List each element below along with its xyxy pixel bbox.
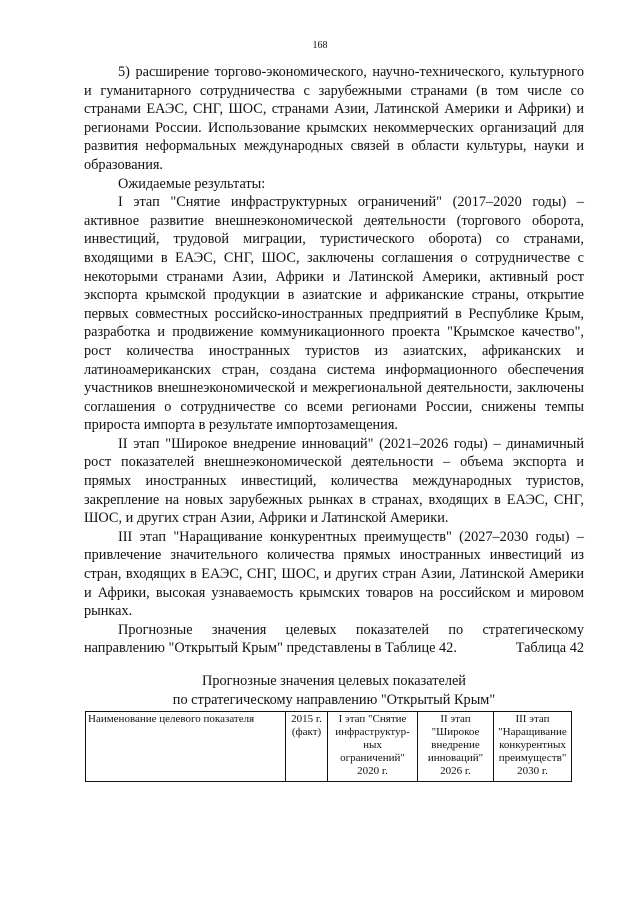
header-stage-1-2020: I этап "Снятие инфраструктур-ных ограничений" 2020 г. — [328, 712, 418, 782]
paragraph-expected-results: Ожидаемые результаты: — [118, 175, 266, 192]
header-indicator-name: Наименование целевого показателя — [86, 712, 286, 782]
paragraph-stage-2: II этап "Широкое внедрение инноваций" (2021–2026 годы) – динамичный рост показателей внешнеэкономической деятельности – объема экспорта и прямых иностранных инвестиций, количества международных туристов, закрепление на новых зарубежных рынках в странах, входящих в ЕАЭС, СНГ, ШОС, и других стран Азии, Африки и Латинской Америки. — [84, 435, 584, 527]
table-title-line-1: Прогнозные значения целевых показателей — [202, 673, 466, 689]
table-header-row — [86, 712, 572, 782]
header-stage-2-2026: II этап "Широкое внедрение инноваций" 2026 г. — [418, 712, 494, 782]
paragraph-stage-3: III этап "Наращивание конкурентных преимуществ" (2027–2030 годы) – привлечение значительного количества прямых иностранных инвестиций из стран, входящих в ЕАЭС, СНГ, ШОС, и других стран Азии, Латинской Америки и Африки, высокая узнаваемость крымских товаров на российском и мировом рынках. — [84, 528, 584, 620]
header-stage-3-2030: III этап "Наращивание конкурентных преимуществ" 2030 г. — [494, 712, 572, 782]
paragraph-stage-1: I этап "Снятие инфраструктурных ограничений" (2017–2020 годы) – активное развитие внешнеэкономической деятельности (торгового оборота, инвестиций, трудовой миграции, туристического оборота) со странами, входящими в ЕАЭС, СНГ, ШОС, заключены соглашения о сотрудничестве с некоторыми странами Азии, Африки и Латинской Америки, активный рост экспорта крымской продукции в азиатские и африканские страны, открытие первых совместных российско-иностранных предприятий в Республике Крым, разработка и продвижение коммуникационного проекта "Крымское качество", рост количества иностранных туристов из азиатских, африканских и латиноамериканских стран, создана система информационного обеспечения участников внешнеэкономической и межрегиональной деятельности, заключены соглашения о сотрудничестве со всеми регионами России, снижены темпы прироста импорта в результате импортозамещения. — [84, 194, 584, 434]
paragraph-forecast: Прогнозные значения целевых показателей по стратегическому направлению "Открытый Крым" представлены в Таблице 42. — [84, 621, 584, 657]
table-title — [84, 672, 584, 709]
indicators-table-wrapper — [85, 711, 572, 782]
paragraph-item-5: 5) расширение торгово-экономического, научно-технического, культурного и гуманитарного сотрудничества с зарубежными странами (в том числе со странами ЕАЭС, СНГ, ШОС, странами Азии, Латинской Америки и Африки) и регионами России. Использование крымских некоммерческих организаций для развития неформальных международных связей в области культуры, науки и образования. — [84, 64, 584, 173]
document-body — [84, 63, 584, 658]
table-caption: Таблица 42 — [515, 640, 584, 656]
page-number: 168 — [312, 40, 328, 51]
header-2015-fact: 2015 г. (факт) — [286, 712, 328, 782]
indicators-table — [85, 711, 572, 782]
table-title-line-2: по стратегическому направлению "Открытый Крым" — [172, 691, 496, 708]
